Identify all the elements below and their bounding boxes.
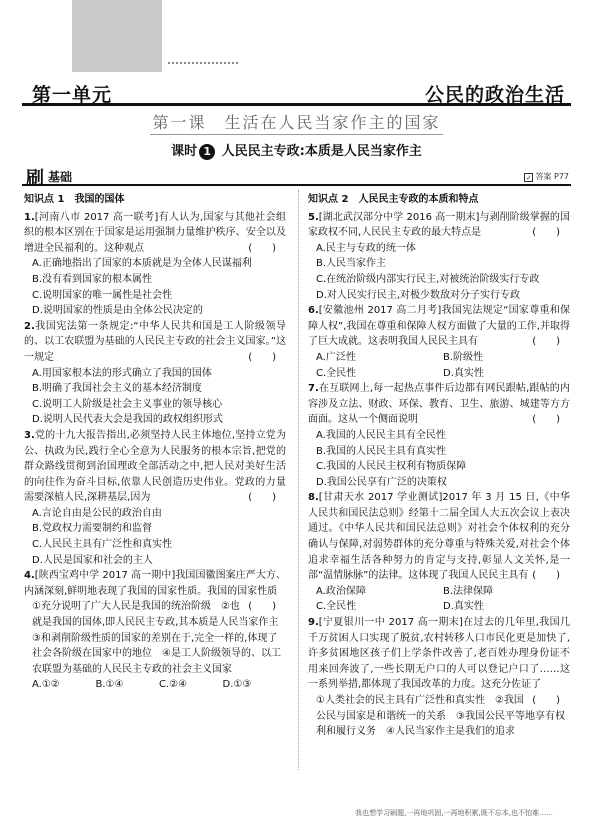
footer-motto: 我也想学习刷题,一再地巩固,一再地积累,既不忘本,也不怕难…… [355,809,553,817]
question-5 [308,210,570,304]
unit-title: 公民的政治生活 [424,84,565,106]
option: D.人民是国家和社会的主人 [32,554,153,566]
q-num: 6. [308,305,319,317]
option: D.说明国家的性质是由全体公民决定的 [32,305,203,317]
choice: B.阶级性 [443,351,484,363]
statement-list: ①人类社会的民主具有广泛性和真实性 ②我国公民与国家是和谐统一的关系 ③我国公民平等地享有权利和履行义务 ④人民当家作主是我们的追求 [316,695,565,738]
unit-label: 第一单元 [32,84,113,106]
lesson-rule [150,134,443,135]
section-bar [22,166,571,189]
q-num: 8. [308,492,319,504]
answer-blank[interactable]: ( ) [248,242,276,254]
answer-blank[interactable]: ( ) [532,570,560,582]
q-stem: [宁夏银川一中 2017 高一期末]在过去的几年里,我国几千万贫困人口实现了脱贫,农村转移人口市民化更是加快了,许多贫困地区孩子们上学条件改善了,老百姓办理身份证不用来回奔波了,一些长期无户口的人可以登记户口了……这一系列举措,都体现了我国改革的力度。这充分佐证了 [308,617,570,691]
option: B.我国的人民民主具有真实性 [316,445,447,457]
q-stem: [湖北武汉部分中学 2016 高一期末]与剥削阶级掌握的国家政权不同,人民民主专政的最大特点是 [308,211,570,239]
question-4 [24,568,289,693]
choice: D.真实性 [443,367,484,379]
answer-blank[interactable]: ( ) [248,601,276,613]
question-2 [24,319,286,428]
answer-blank[interactable]: ( ) [532,414,560,426]
choice: C.全民性 [316,367,357,379]
option: C.说明国家的唯一属性是社会性 [32,289,173,301]
q-stem: [安徽池州 2017 高二月考]我国宪法规定“国家尊重和保障人权”,我国在尊重和保障人权方面做了大量的工作,并取得了巨大成就。这表明我国人民民主具有 [308,305,570,348]
q-num: 9. [308,617,319,629]
question-3 [24,428,286,568]
choice: D.真实性 [443,601,484,613]
choice: B.法律保障 [443,585,494,597]
answer-ref [524,171,569,182]
option: D.对人民实行民主,对极少数敌对分子实行专政 [316,289,521,301]
option: A.言论自由是公民的政治自由 [32,507,162,519]
choice: A.政治保障 [316,585,366,597]
choice: C.②④ [159,679,188,691]
option: B.党政权力需要制约和监督 [32,523,153,535]
choice: C.全民性 [316,601,357,613]
q-num: 1. [24,211,35,223]
knowledge-point-2: 知识点 2 人民民主专政的本质和特点 [308,194,479,205]
corner-block [72,0,162,72]
answer-blank[interactable]: ( ) [248,351,276,363]
q-stem: [甘肃天水 2017 学业测试]2017 年 3 月 15 日,《中华人民共和国民法总则》经第十二届全国人大五次会议上表决通过。《中华人民共和国民法总则》对社会个体权利的充分确认与保障,对弱势群体的充分尊重与特殊关爱,对社会个体追求幸福生活各种努力的肯定与支持,彰显人文关怀,是一部“温情脉脉”的法律。这体现了我国人民民主具有 [308,492,570,582]
right-column [308,192,570,740]
question-9 [308,615,570,740]
q-stem: 在互联网上,每一起热点事件后边都有网民跟帖,跟帖的内容涉及立法、财政、环保、教育、卫生、旅游、城建等方方面面。这从一个侧面说明 [308,383,570,426]
dotted-rule [168,62,238,64]
q-stem: 党的十九大报告指出,必须坚持人民主体地位,坚持立党为公、执政为民,践行全心全意为人民服务的根本宗旨,把党的群众路线贯彻到治国理政全部活动之中,把人民对美好生活的向往作为奋斗目标,依靠人民创造历史伟业。党政的力量需要深植人民,深耕基层,因为 [24,429,286,504]
question-1 [24,210,286,319]
period-title-line [0,140,593,160]
choice-row [24,677,286,693]
option: C.人民民主具有广泛性和真实性 [32,539,173,551]
option: A.用国家根本法的形式确立了我国的国体 [32,367,212,379]
left-column [24,192,289,693]
answer-blank[interactable]: ( ) [532,336,560,348]
unit-header [22,78,571,106]
q-num: 3. [24,429,35,441]
choice-grid [308,350,570,381]
q-stem: 我国宪法第一条规定:“中华人民共和国是工人阶级领导的、以工农联盟为基础的人民民主专政的社会主义国家。”这一规定 [24,320,286,363]
option: C.在统治阶级内部实行民主,对被统治阶级实行专政 [316,273,540,285]
option: C.说明工人阶级是社会主义事业的领导核心 [32,398,223,410]
choice-grid [308,584,570,615]
question-8 [308,490,570,615]
choice: B.①④ [95,679,124,691]
answer-blank[interactable]: ( ) [532,695,560,706]
lesson-title: 第一课 生活在人民当家作主的国家 [152,113,441,132]
period-prefix: 课时 [171,144,198,159]
period-title: 人民民主专政:本质是人民当家作主 [221,144,422,159]
option: A.正确地指出了国家的本质就是为全体人民谋福利 [32,258,252,270]
statement-list: ①充分说明了广大人民是我国的统治阶级 ②也就是我国的国体,即人民民主专政,其本质是人民当家作主 ③和剥削阶级性质的国家的差别在于,完全一样的,体现了社会各阶级在国家中的地位 ④是工人阶级领导的、以工农联盟为基础的人民民主专政的社会主义国家 [32,601,289,675]
knowledge-point-1: 知识点 1 我国的国体 [24,194,125,205]
section-label: 基础 [48,170,73,184]
option: C.我国的人民民主权利有物质保障 [316,461,467,473]
option: B.人民当家作主 [316,258,387,270]
q-num: 7. [308,383,319,395]
option: B.明确了我国社会主义的基本经济制度 [32,383,203,395]
check-icon: ✓ [526,174,532,182]
q-num: 2. [24,320,35,332]
q-stem: [河南八市 2017 高一联考]有人认为,国家与其他社会组织的根本区别在于国家是运用强制力量维护秩序、安全以及增进全民福利的。这种观点 [24,211,286,254]
choice: A.广泛性 [316,351,356,363]
period-number-badge: 1 [199,144,215,160]
brush-icon: 刷 [26,168,44,189]
answer-blank[interactable]: ( ) [248,492,276,504]
question-6 [308,303,570,381]
question-7 [308,381,570,490]
option: A.民主与专政的统一体 [316,242,416,254]
choice: A.①② [32,679,60,691]
answer-blank[interactable]: ( ) [532,227,560,239]
q-num: 5. [308,211,319,223]
q-stem: [陕西宝鸡中学 2017 高一期中]我国国徽图案庄严大方、内涵深刻,鲜明地表现了我国的国家性质。我国的国家性质 [24,570,286,597]
answer-page: 答案 P77 [535,172,569,181]
q-num: 4. [24,570,35,582]
choice: D.①③ [222,679,252,691]
column-divider [298,190,299,770]
option: D.我国公民享有广泛的决策权 [316,476,447,488]
option: D.说明人民代表大会是我国的政权组织形式 [32,414,223,426]
option: A.我国的人民民主具有全民性 [316,429,446,441]
option: B.没有看到国家的根本属性 [32,273,153,285]
